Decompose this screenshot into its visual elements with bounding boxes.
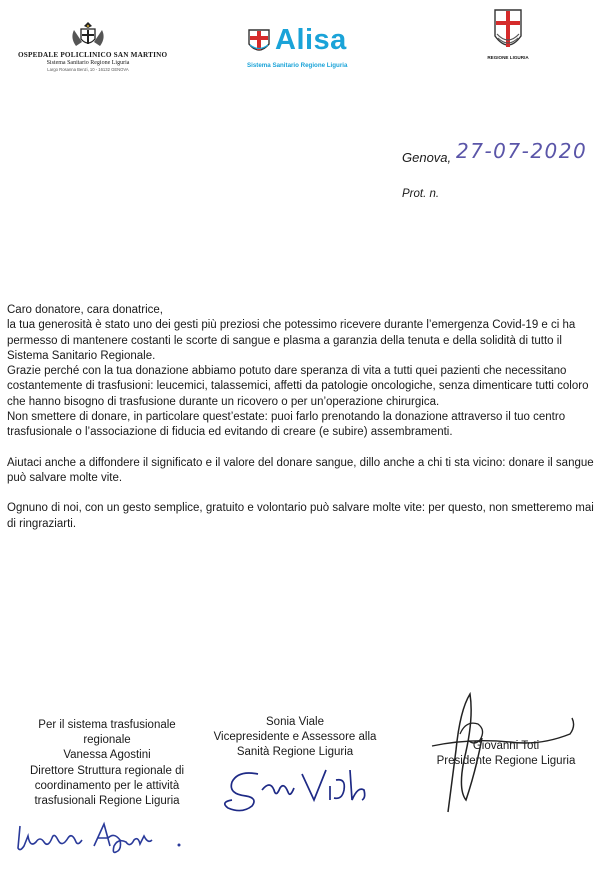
signatory-left-role: trasfusionali Regione Liguria [34,795,180,808]
letter-body [7,303,599,532]
signatory-right-name: Giovanni Toti [472,740,540,752]
paragraph: Grazie perché con la tua donazione abbiamo potuto dare speranza di vita a tutti quei pazienti che necessitano costantemente di trasfusioni: leucemici, talassemici, affetti da patologie oncologiche, senza dimenticare tutti coloro che hanno bisogno di trasfusione durante un ricovero o per un’operazione chirurgica. [7,365,589,408]
hospital-subtitle: Sistema Sanitario Regione Liguria [46,60,130,66]
protocol-number: Prot. n. [402,188,440,200]
hospital-logo [18,20,168,72]
coat-of-arms-icon [68,20,108,50]
alisa-shield-icon [247,28,271,56]
regione-liguria-logo [486,8,530,60]
signatory-left-name: Vanessa Agostini [63,749,151,762]
signatory-left-role: coordinamento per le attività [34,779,180,792]
handwritten-date: 27-07-2020 [456,139,588,163]
signature-toti [430,690,580,820]
signatory-right-role: Presidente Regione Liguria [436,755,576,767]
place: Genova, [402,150,452,165]
signatory-left-line2: regionale [83,734,131,747]
alisa-wordmark: Alisa [275,24,347,56]
signatory-middle [210,715,380,761]
signature-agostini [14,818,194,858]
signatory-middle-name: Sonia Viale [266,716,324,728]
alisa-subtitle: Sistema Sanitario Regione Liguria [247,62,348,69]
regione-liguria-label: REGIONE LIGURIA [487,55,529,60]
hospital-address: Largo Rosanna Benzi, 10 - 16132 GENOVA [47,67,129,72]
regione-liguria-shield-icon [493,8,523,54]
paragraph: Aiutaci anche a diffondere il significato e il valore del donare sangue, dillo anche a chi ti sta vicino: donare il sangue può salvare molte vite. [7,456,594,484]
signatory-left [12,718,202,809]
signatory-left-role: Direttore Struttura regionale di [29,764,185,777]
salutation: Caro donatore, cara donatrice, [7,304,163,316]
paragraph: Ognuno di noi, con un gesto semplice, gratuito e volontario può salvare molte vite: per questo, non smetteremo mai di ringraziarti. [7,502,594,530]
paragraph: Non smettere di donare, in particolare quest’estate: puoi farlo prenotando la donazione attraverso il tuo centro trasfusionale o l’associazione di fiducia ed evitando di creare (e subire) assembramenti. [7,411,566,439]
signatory-middle-role: Vicepresidente e Assessore alla [213,731,377,744]
signatory-left-line1: Per il sistema trasfusionale [38,719,176,731]
hospital-name: OSPEDALE POLICLINICO SAN MARTINO [18,51,168,59]
signature-viale [218,760,378,820]
signatory-middle-role: Sanità Regione Liguria [236,746,354,759]
paragraph: la tua generosità è stato uno dei gesti più preziosi che potessimo ricevere durante l’emergenza Covid-19 e ci ha permesso di mantenere costanti le scorte di sangue e plasma a garanzia della tenuta e della solidità di tutto il Sistema Sanitario Regionale. [7,319,576,362]
